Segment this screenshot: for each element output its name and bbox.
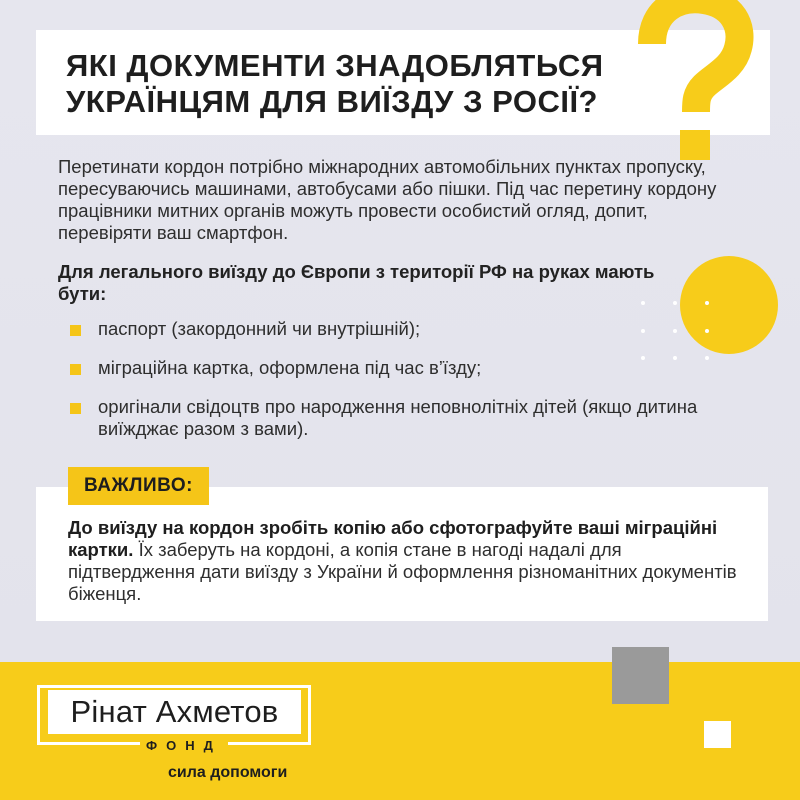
bullet-square-icon bbox=[70, 364, 81, 375]
list-item-text: паспорт (закордонний чи внутрішній); bbox=[98, 318, 421, 339]
bullet-square-icon bbox=[70, 325, 81, 336]
tagline: сила допомоги bbox=[168, 764, 288, 781]
decorative-dot bbox=[641, 356, 645, 360]
decorative-gray-square bbox=[612, 647, 669, 704]
decorative-circle bbox=[680, 256, 778, 354]
list-item bbox=[70, 396, 710, 440]
important-bold-text: До виїзду на кордон зробіть копію або сфотографуйте ваші міграційні картки. bbox=[68, 517, 718, 560]
decorative-dot bbox=[641, 301, 645, 305]
decorative-dot bbox=[641, 329, 645, 333]
decorative-dot bbox=[705, 329, 709, 333]
document-list bbox=[70, 318, 710, 440]
question-mark-icon bbox=[618, 0, 758, 182]
list-item-text: оригінали свідоцтв про народження неповнолітніх дітей (якщо дитина виїжджає разом з вами). bbox=[98, 396, 698, 439]
decorative-dot bbox=[673, 356, 677, 360]
lead-paragraph: Для легального виїзду до Європи з території РФ на руках мають бути: bbox=[58, 261, 655, 304]
logo-fond: ФОНД bbox=[140, 738, 228, 754]
decorative-dot bbox=[705, 356, 709, 360]
decorative-dot bbox=[673, 301, 677, 305]
list-item bbox=[70, 357, 710, 379]
list-item bbox=[70, 318, 710, 340]
list-item-text: міграційна картка, оформлена під час в’їзду; bbox=[98, 357, 482, 378]
important-text bbox=[68, 517, 748, 605]
important-tag: ВАЖЛИВО: bbox=[68, 467, 209, 505]
decorative-dot bbox=[673, 329, 677, 333]
logo-name: Рінат Ахметов bbox=[70, 694, 279, 729]
intro-paragraph: Перетинати кордон потрібно міжнародних автомобільних пунктах пропуску, пересуваючись машинами, автобусами або пішки. Під час перетину кордону працівники митних органів можуть провести особистий огляд, допит, перевіряти ваш смартфон. bbox=[58, 156, 717, 243]
decorative-dot bbox=[705, 301, 709, 305]
decorative-white-square bbox=[704, 721, 731, 748]
bullet-square-icon bbox=[70, 403, 81, 414]
important-body-text: Їх заберуть на кордоні, а копія стане в нагоді надалі для підтвердження дати виїзду з України й оформлення різноманітних документів біженця. bbox=[68, 539, 737, 604]
page-title: ЯКІ ДОКУМЕНТИ ЗНАДОБЛЯТЬСЯ УКРАЇНЦЯМ ДЛЯ ВИЇЗДУ З РОСІЇ? bbox=[66, 48, 604, 119]
